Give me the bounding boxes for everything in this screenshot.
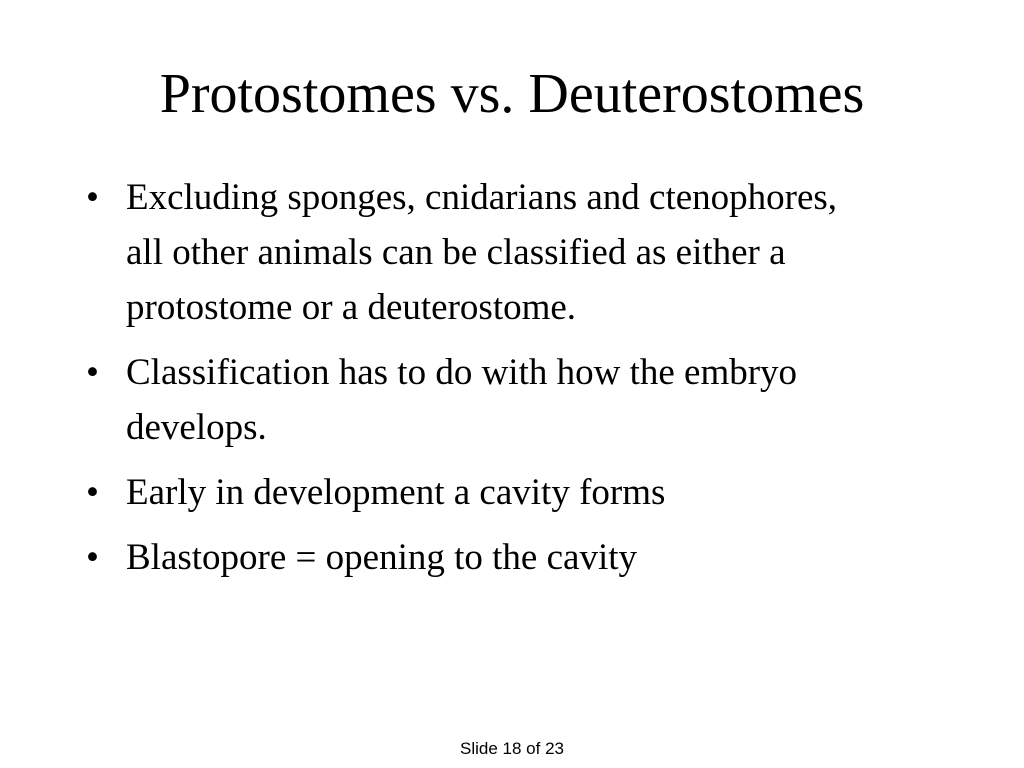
bullet-list (80, 170, 840, 595)
slide-counter: Slide 18 of 23 (460, 739, 564, 758)
bullet-text: Early in development a cavity forms (126, 472, 666, 513)
bullet-text: Excluding sponges, cnidarians and ctenophores, all other animals can be classified as either a protostome or a deuterostome. (126, 177, 838, 328)
list-item (80, 530, 840, 585)
slide-title: Protostomes vs. Deuterostomes (159, 63, 865, 125)
list-item (80, 465, 840, 520)
bullet-icon: • (86, 177, 99, 218)
bullet-icon: • (86, 352, 99, 393)
bullet-text: Blastopore = opening to the cavity (126, 537, 638, 578)
list-item (80, 345, 840, 455)
list-item (80, 170, 840, 335)
bullet-icon: • (86, 472, 99, 513)
bullet-text: Classification has to do with how the embryo develops. (126, 352, 798, 448)
bullet-icon: • (86, 537, 99, 578)
